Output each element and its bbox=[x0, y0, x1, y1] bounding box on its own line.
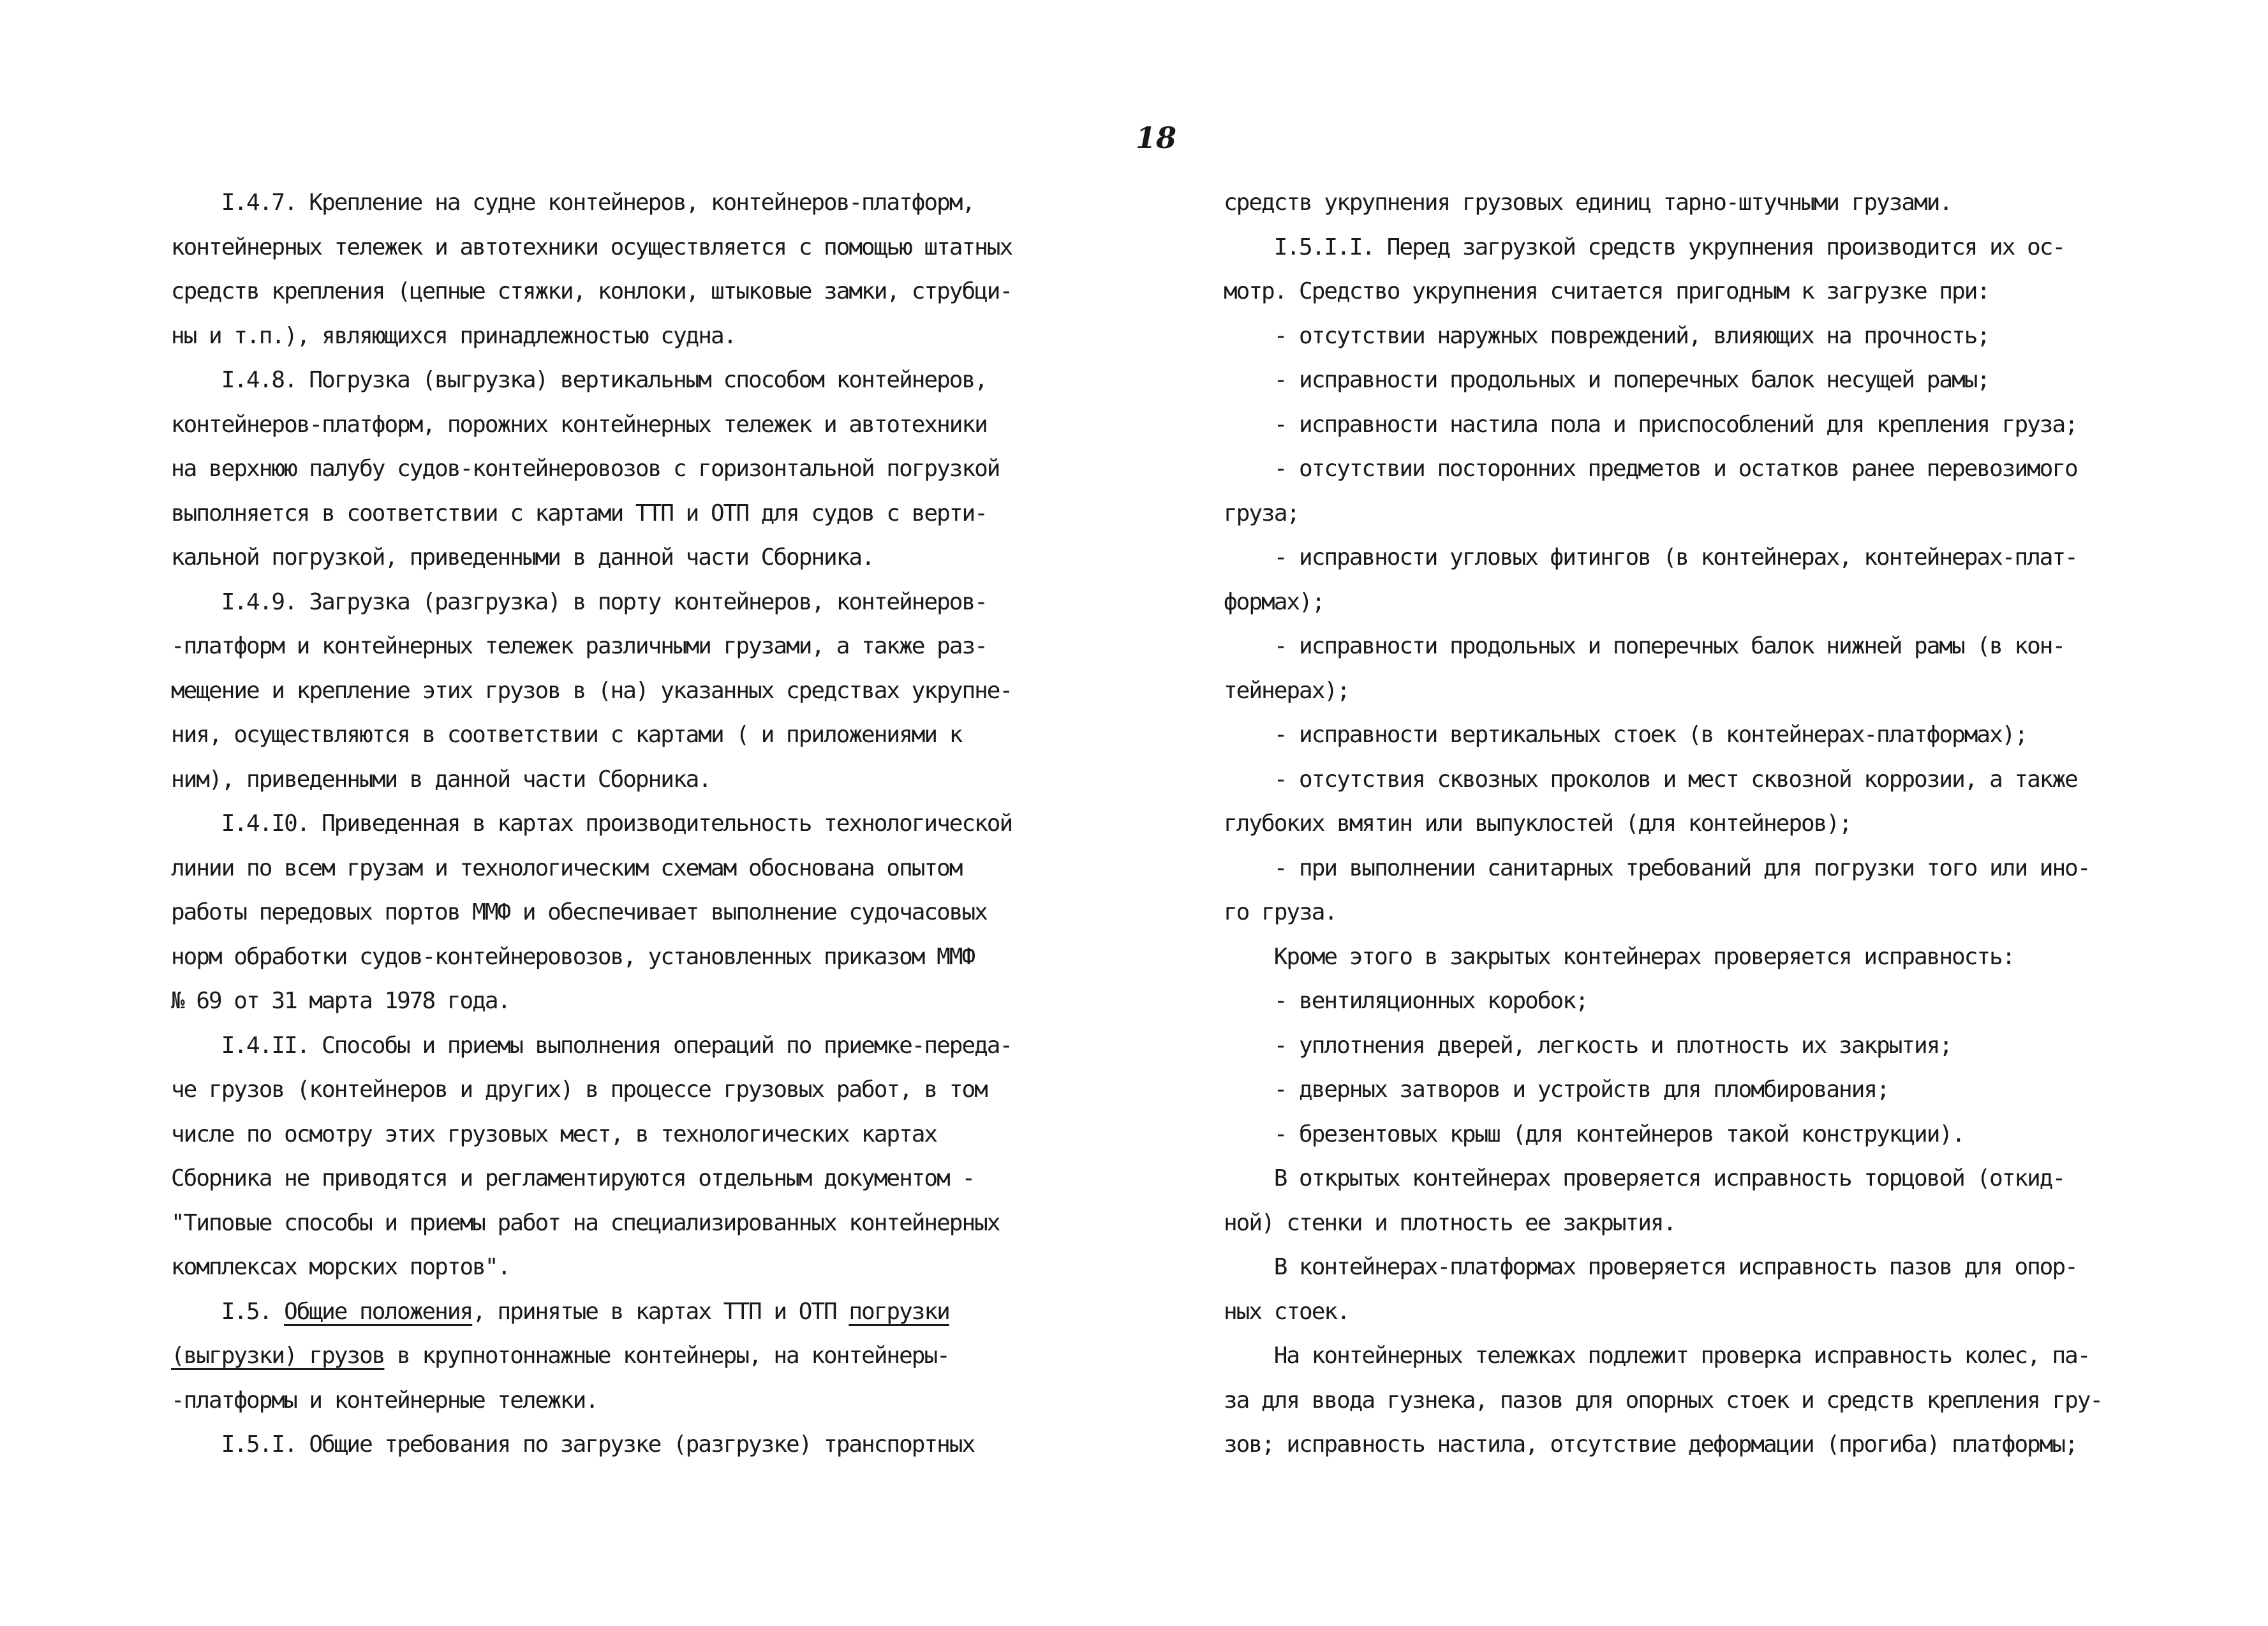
text-line: I.4.II. Способы и приемы выполнения операций по приемке-переда- bbox=[171, 1032, 1012, 1059]
text-line: средств укрупнения грузовых единиц тарно-штучными грузами. bbox=[1224, 190, 1952, 216]
text-line: числе по осмотру этих грузовых мест, в технологических картах bbox=[171, 1121, 937, 1147]
text-line: - отсутствии посторонних предметов и остатков ранее перевозимого bbox=[1224, 456, 2077, 482]
text-line: I.5.I. Общие требования по загрузке (разгрузке) транспортных bbox=[171, 1431, 975, 1458]
section-number: I.5. bbox=[171, 1298, 285, 1325]
text-line: норм обработки судов-контейнеровозов, установленных приказом ММФ bbox=[171, 943, 975, 970]
text-line: на верхнюю палубу судов-контейнеровозов с горизонтальной погрузкой bbox=[171, 456, 1000, 482]
text-line: ним), приведенными в данной части Сборника. bbox=[171, 766, 711, 793]
text-line: - вентиляционных коробок; bbox=[1224, 988, 1588, 1014]
text-line: работы передовых портов ММФ и обеспечивает выполнение судочасовых bbox=[171, 899, 987, 925]
text-line: - исправности продольных и поперечных балок нижней рамы (в кон- bbox=[1224, 633, 2065, 659]
text-line: тейнерах); bbox=[1224, 677, 1349, 704]
text-line: На контейнерных тележках подлежит проверка исправность колес, па- bbox=[1224, 1343, 2090, 1369]
text-line: - брезентовых крыш (для контейнеров такой конструкции). bbox=[1224, 1121, 1964, 1147]
text-line: го груза. bbox=[1224, 899, 1337, 925]
text-line: - исправности продольных и поперечных балок несущей рамы; bbox=[1224, 367, 1990, 393]
text-line: - исправности вертикальных стоек (в контейнерах-платформах); bbox=[1224, 722, 2027, 748]
text-line: контейнеров-платформ, порожних контейнерных тележек и автотехники bbox=[171, 411, 987, 438]
text-line: средств крепления (цепные стяжки, конлоки, штыковые замки, струбци- bbox=[171, 278, 1012, 304]
text-line: мотр. Средство укрупнения считается пригодным к загрузке при: bbox=[1224, 278, 1990, 304]
text-line: че грузов (контейнеров и других) в процессе грузовых работ, в том bbox=[171, 1077, 987, 1103]
text-line: комплексах морских портов". bbox=[171, 1254, 510, 1280]
left-column bbox=[171, 181, 1077, 1467]
section-mid-text: , принятые в картах ТТП и ОТП bbox=[472, 1298, 849, 1325]
text-line: ной) стенки и плотность ее закрытия. bbox=[1224, 1209, 1676, 1236]
text-line: линии по всем грузам и технологическим схемам обоснована опытом bbox=[171, 854, 962, 881]
text-line: за для ввода гузнека, пазов для опорных стоек и средств крепления гру- bbox=[1224, 1387, 2103, 1413]
text-line: глубоких вмятин или выпуклостей (для контейнеров); bbox=[1224, 810, 1851, 837]
text-line: - отсутствии наружных повреждений, влияющих на прочность; bbox=[1224, 322, 1990, 349]
text-line: - при выполнении санитарных требований для погрузки того или ино- bbox=[1224, 854, 2090, 881]
text-line: I.4.8. Погрузка (выгрузка) вертикальным способом контейнеров, bbox=[171, 367, 987, 393]
text-line: - уплотнения дверей, легкость и плотность их закрытия; bbox=[1224, 1032, 1952, 1059]
text-line: Кроме этого в закрытых контейнерах проверяется исправность: bbox=[1224, 943, 2015, 970]
section-line-2-rest: в крупнотоннажные контейнеры, на контейнеры- bbox=[384, 1343, 949, 1369]
text-line: кальной погрузкой, приведенными в данной части Сборника. bbox=[171, 544, 874, 571]
text-line: I.4.9. Загрузка (разгрузка) в порту контейнеров, контейнеров- bbox=[171, 588, 987, 615]
text-line: Сборника не приводятся и регламентируются отдельным документом - bbox=[171, 1165, 975, 1191]
text-line: выполняется в соответствии с картами ТТП и ОТП для судов с верти- bbox=[171, 500, 987, 526]
underlined-unloading-cargo: (выгрузки) грузов bbox=[171, 1343, 385, 1369]
text-line: ны и т.п.), являющихся принадлежностью судна. bbox=[171, 322, 736, 349]
text-line: I.4.7. Крепление на судне контейнеров, контейнеров-платформ, bbox=[171, 190, 975, 216]
text-line: В открытых контейнерах проверяется исправность торцовой (откид- bbox=[1224, 1165, 2065, 1191]
text-line: ния, осуществляются в соответствии с картами ( и приложениями к bbox=[171, 722, 962, 748]
text-line: I.5.I.I. Перед загрузкой средств укрупнения производится их ос- bbox=[1224, 234, 2065, 260]
text-line: I.4.I0. Приведенная в картах производительность технологической bbox=[171, 810, 1012, 837]
text-line: -платформ и контейнерных тележек различными грузами, а также раз- bbox=[171, 633, 987, 659]
text-line: В контейнерах-платформах проверяется исправность пазов для опор- bbox=[1224, 1254, 2077, 1280]
text-line: мещение и крепление этих грузов в (на) указанных средствах укрупне- bbox=[171, 677, 1012, 704]
text-line: - исправности настила пола и приспособлений для крепления груза; bbox=[1224, 411, 2077, 438]
right-column bbox=[1224, 181, 2181, 1467]
text-line: № 69 от 31 марта 1978 года. bbox=[171, 988, 510, 1014]
underlined-general-provisions: Общие положения bbox=[284, 1298, 473, 1325]
text-line: контейнерных тележек и автотехники осуществляется с помощью штатных bbox=[171, 234, 1012, 260]
text-line: - дверных затворов и устройств для пломбирования; bbox=[1224, 1077, 1889, 1103]
text-line: зов; исправность настила, отсутствие деформации (прогиба) платформы; bbox=[1224, 1431, 2077, 1458]
text-line: - исправности угловых фитингов (в контейнерах, контейнерах-плат- bbox=[1224, 544, 2077, 571]
text-line: ных стоек. bbox=[1224, 1298, 1349, 1325]
section-1-5-line-1 bbox=[171, 1290, 1077, 1334]
text-line: - отсутствия сквозных проколов и мест сквозной коррозии, а также bbox=[1224, 766, 2077, 793]
text-line: формах); bbox=[1224, 588, 1324, 615]
section-1-5-line-2 bbox=[171, 1334, 1077, 1378]
section-1-5-line-3: -платформы и контейнерные тележки. bbox=[171, 1387, 598, 1413]
page-number: 18 bbox=[1136, 121, 1177, 155]
text-line: "Типовые способы и приемы работ на специализированных контейнерных bbox=[171, 1209, 1000, 1236]
underlined-loading: погрузки bbox=[849, 1298, 949, 1325]
text-line: груза; bbox=[1224, 500, 1300, 526]
